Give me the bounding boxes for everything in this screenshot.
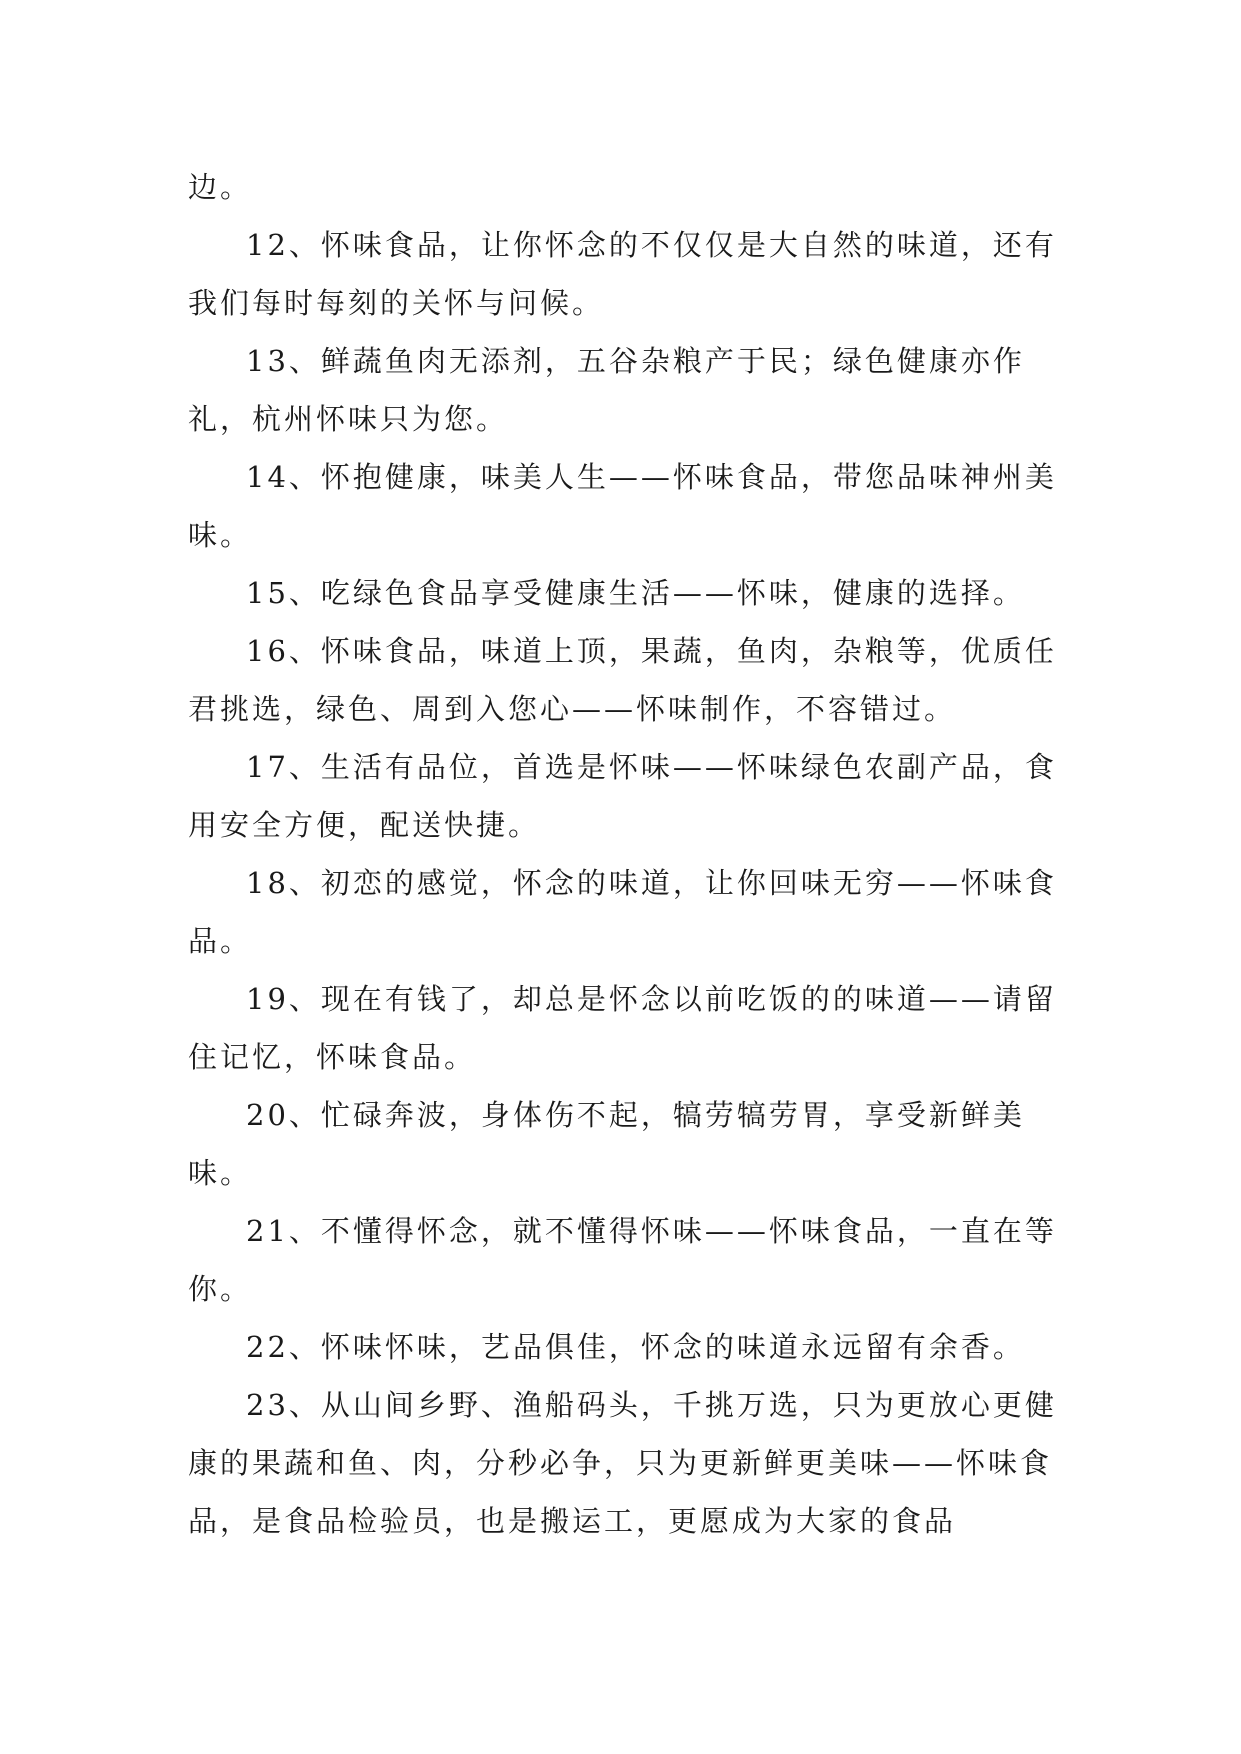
paragraph-item-12: 12、怀味食品，让你怀念的不仅仅是大自然的味道，还有我们每时每刻的关怀与问候。: [188, 228, 1057, 320]
paragraph-item-15: 15、吃绿色食品享受健康生活——怀味，健康的选择。: [246, 576, 1025, 610]
paragraph-item-14: 14、怀抱健康，味美人生——怀味食品，带您品味神州美味。: [188, 460, 1057, 552]
paragraph-item-13: 13、鲜蔬鱼肉无添剂，五谷杂粮产于民；绿色健康亦作礼，杭州怀味只为您。: [188, 344, 1025, 436]
paragraph-item-16: 16、怀味食品，味道上顶，果蔬，鱼肉，杂粮等，优质任君挑选，绿色、周到入您心——怀味制作，不容错过。: [188, 634, 1057, 726]
paragraph-continuation: 边。: [188, 170, 253, 204]
paragraph-item-23: 23、从山间乡野、渔船码头，千挑万选，只为更放心更健康的果蔬和鱼、肉，分秒必争，只为更新鲜更美味——怀味食品，是食品检验员，也是搬运工，更愿成为大家的食品: [188, 1388, 1057, 1538]
document-body: [188, 158, 1058, 1550]
paragraph-item-20: 20、忙碌奔波，身体伤不起，犒劳犒劳胃，享受新鲜美味。: [188, 1098, 1025, 1190]
paragraph-item-17: 17、生活有品位，首选是怀味——怀味绿色农副产品，食用安全方便，配送快捷。: [188, 750, 1057, 842]
paragraph-item-21: 21、不懂得怀念，就不懂得怀味——怀味食品，一直在等你。: [188, 1214, 1057, 1306]
paragraph-item-19: 19、现在有钱了，却总是怀念以前吃饭的的味道——请留住记忆，怀味食品。: [188, 982, 1057, 1074]
paragraph-item-18: 18、初恋的感觉，怀念的味道，让你回味无穷——怀味食品。: [188, 866, 1057, 958]
paragraph-item-22: 22、怀味怀味，艺品俱佳，怀念的味道永远留有余香。: [246, 1330, 1025, 1364]
